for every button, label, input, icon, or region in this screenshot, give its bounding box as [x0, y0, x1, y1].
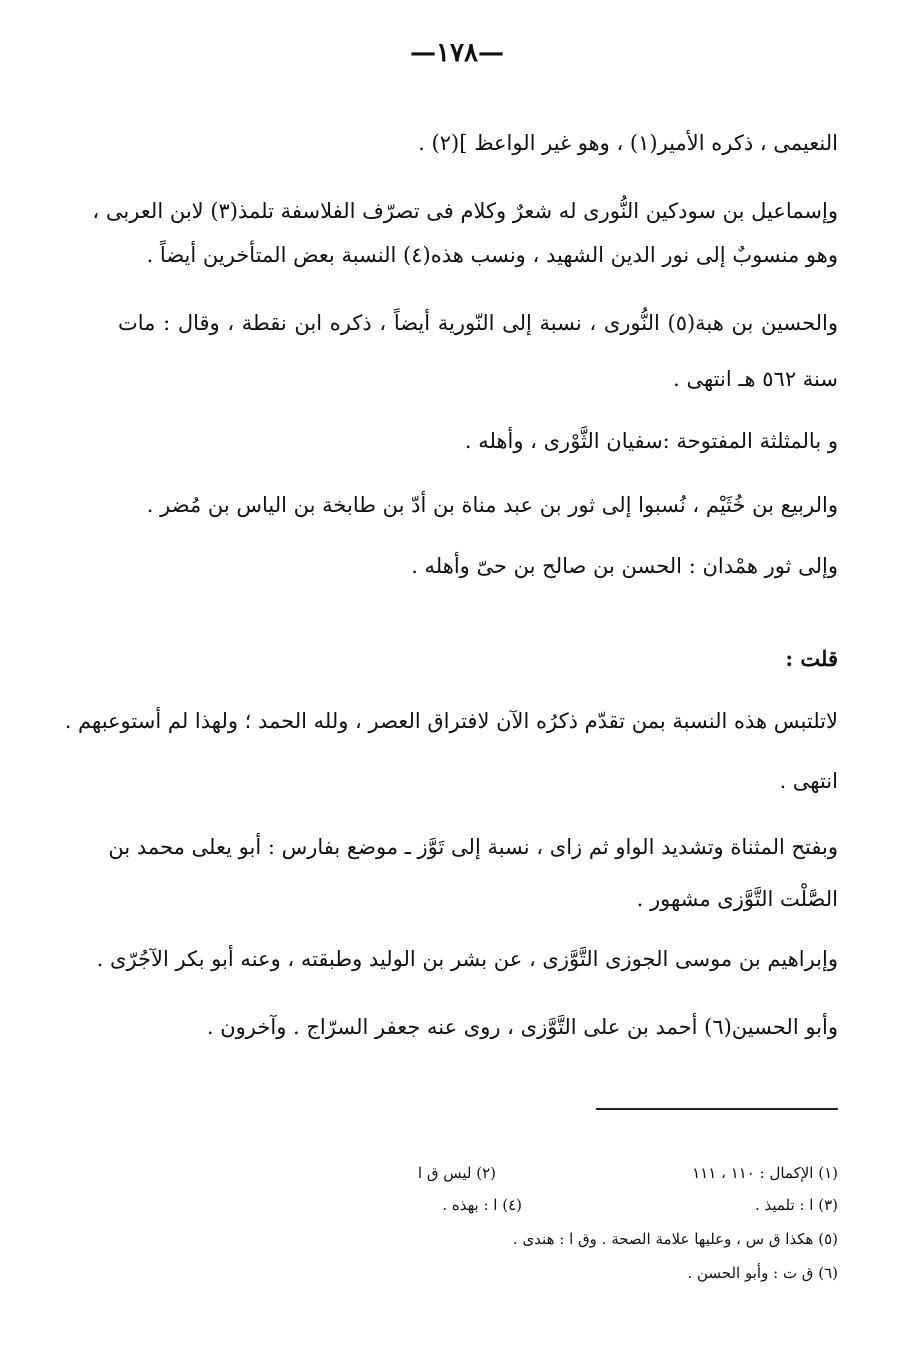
footnote-6: (٦) ق ت : وأبو الحسن . — [687, 1264, 838, 1282]
text-line-14: وأبو الحسين(٦) أحمد بن على التَّوَّزى ، روى عنه جعفر السرّاج . وآخرون . — [206, 1015, 838, 1039]
footnote-1: (١) الإكمال : ١١٠ ، ١١١ — [692, 1164, 838, 1182]
footnote-2: (٢) ليس ق ا — [417, 1164, 496, 1182]
text-line-4: والحسين بن هبة(٥) النُّورى ، نسبة إلى النّورية أيضاً ، ذكره ابن نقطة ، وقال : مات — [118, 311, 838, 335]
text-line-7: والربيع بن خُثَيْم ، نُسبوا إلى ثور بن عبد مناة بن أدّ بن طابخة بن الياس بن مُضر . — [146, 493, 838, 517]
text-line-12: الصَّلْت التَّوَّزى مشهور . — [636, 887, 838, 911]
footnote-4: (٤) ا : بهذه . — [442, 1196, 522, 1214]
footnote-3: (٣) ا : تلميذ . — [754, 1196, 838, 1214]
text-line-9: لاتلتبس هذه النسبة بمن تقدّم ذكرُه الآن لافتراق العصر ، ولله الحمد ؛ ولهذا لم أستوعبهم . — [64, 709, 838, 733]
section-heading: قلت : — [785, 646, 838, 671]
text-line-2: وإسماعيل بن سودكين النُّورى له شعرٌ وكلام فى تصرّف الفلاسفة تلمذ(٣) لابن العربى ، — [92, 199, 838, 223]
text-line-5: سنة ٥٦٢ هـ انتهى . — [673, 367, 838, 391]
text-line-8: وإلى ثور همْدان : الحسن بن صالح بن حىّ وأهله . — [411, 554, 838, 578]
text-line-13: وإبراهيم بن موسى الجوزى التَّوَّزى ، عن بشر بن الوليد وطبقته ، وعنه أبو بكر الآجُرّى . — [96, 947, 838, 971]
text-line-10: انتهى . — [779, 769, 838, 793]
footnote-divider — [596, 1108, 838, 1110]
text-line-3: وهو منسوبٌ إلى نور الدين الشهيد ، ونسب هذه(٤) النسبة بعض المتأخرين أيضاً . — [146, 243, 838, 267]
text-line-1: النعيمى ، ذكره الأمير(١) ، وهو غير الواعظ ](٢) . — [418, 131, 838, 155]
page-number: —١٧٨— — [410, 38, 504, 68]
text-line-6: و بالمثلثة المفتوحة :سفيان الثَّوْرى ، وأهله . — [464, 429, 838, 453]
footnote-5: (٥) هكذا ق س ، وعليها علامة الصحة . وق ا : هندى . — [512, 1230, 838, 1248]
text-line-11: وبفتح المثناة وتشديد الواو ثم زاى ، نسبة إلى تَوَّز ـ موضع بفارس : أبو يعلى محمد بن — [108, 835, 838, 859]
